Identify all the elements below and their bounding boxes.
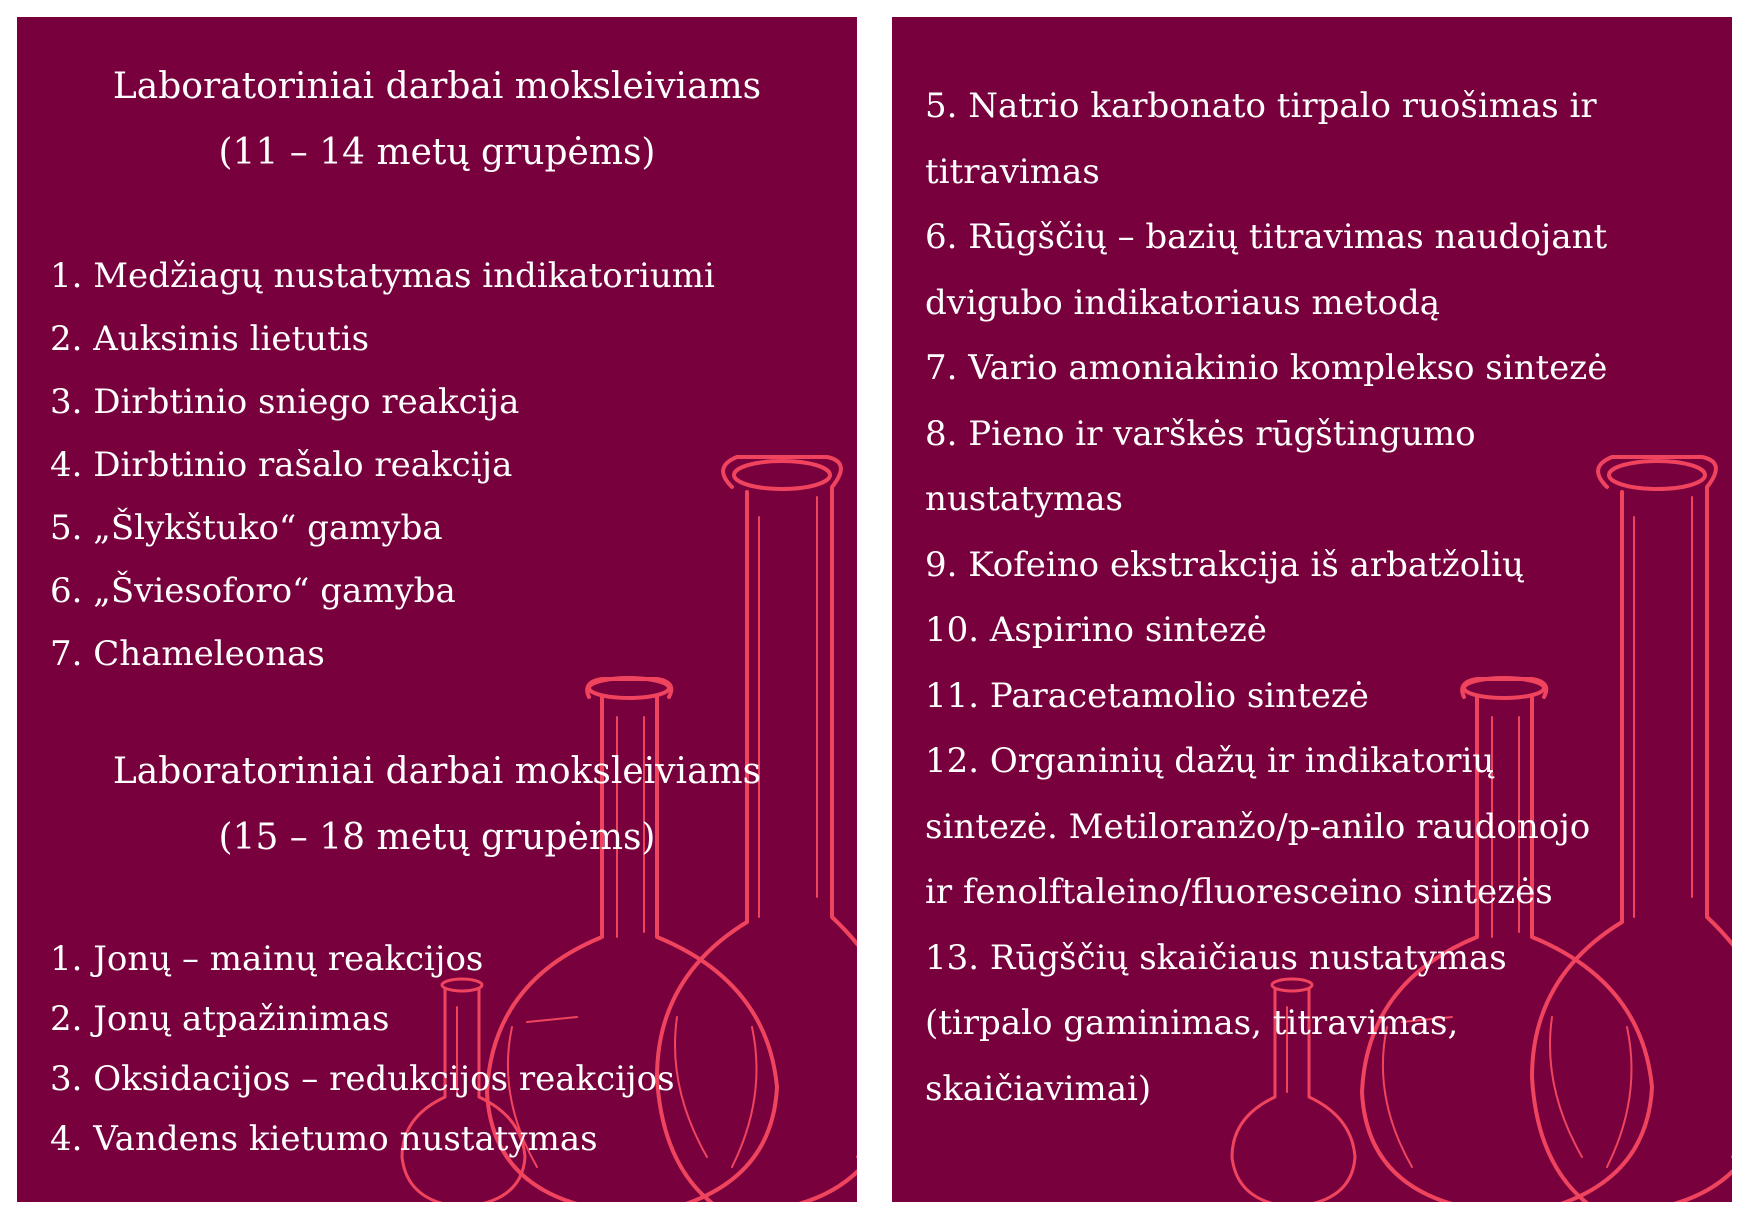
right-panel bbox=[892, 17, 1732, 1202]
list-item: 5. Natrio karbonato tirpalo ruošimas ir bbox=[925, 86, 1597, 126]
list-item: 12. Organinių dažų ir indikatorių bbox=[925, 741, 1495, 781]
lab-list-11-14 bbox=[50, 245, 857, 686]
left-panel bbox=[17, 17, 857, 1202]
list-item: 3. Dirbtinio sniego reakcija bbox=[50, 382, 520, 422]
list-item: 1. Medžiagų nustatymas indikatoriumi bbox=[50, 256, 715, 296]
list-item: 11. Paracetamolio sintezė bbox=[925, 675, 1369, 716]
lab-list-15-18 bbox=[50, 929, 857, 1169]
right-panel-content bbox=[892, 17, 1732, 1202]
heading-line-2: (15 – 18 metų grupėms) bbox=[218, 817, 656, 858]
list-item: 2. Jonų atpažinimas bbox=[50, 999, 390, 1039]
list-item: 7. Vario amoniakinio komplekso sintezė bbox=[925, 348, 1608, 388]
list-item: 13. Rūgščių skaičiaus nustatymas bbox=[925, 937, 1507, 978]
list-item: 8. Pieno ir varškės rūgštingumo bbox=[925, 413, 1476, 454]
list-item: 10. Aspirino sintezė bbox=[925, 610, 1267, 650]
list-item: 6. Rūgščių – bazių titravimas naudojant bbox=[925, 217, 1608, 257]
list-item: 9. Kofeino ekstrakcija iš arbatžolių bbox=[925, 544, 1524, 585]
list-item: 4. Dirbtinio rašalo reakcija bbox=[50, 445, 513, 485]
list-item: skaičiavimai) bbox=[925, 1068, 1152, 1109]
section-heading-11-14 bbox=[17, 54, 857, 186]
section-heading-15-18 bbox=[17, 739, 857, 871]
list-item: 7. Chameleonas bbox=[50, 634, 325, 674]
list-item: sintezė. Metiloranžo/p-anilo raudonojo bbox=[925, 806, 1591, 847]
heading-line-1: Laboratoriniai darbai moksleiviams bbox=[112, 751, 762, 792]
heading-line-1: Laboratoriniai darbai moksleiviams bbox=[112, 66, 762, 107]
lab-list-continued bbox=[925, 74, 1732, 1122]
list-item: 3. Oksidacijos – redukcijos reakcijos bbox=[50, 1059, 675, 1099]
list-item: 4. Vandens kietumo nustatymas bbox=[50, 1119, 598, 1159]
list-item: 5. „Šlykštuko“ gamyba bbox=[50, 508, 443, 548]
list-item: ir fenolftaleino/fluoresceino sintezės bbox=[925, 872, 1553, 912]
list-item: 6. „Šviesoforo“ gamyba bbox=[50, 571, 456, 611]
list-item: dvigubo indikatoriaus metodą bbox=[925, 282, 1441, 323]
list-item: 2. Auksinis lietutis bbox=[50, 319, 370, 359]
list-item: titravimas bbox=[925, 151, 1100, 192]
heading-line-2: (11 – 14 metų grupėms) bbox=[218, 132, 656, 173]
list-item: (tirpalo gaminimas, titravimas, bbox=[925, 1003, 1459, 1043]
list-item: nustatymas bbox=[925, 479, 1124, 519]
left-panel-content bbox=[17, 17, 857, 1202]
list-item: 1. Jonų – mainų reakcijos bbox=[50, 939, 484, 979]
